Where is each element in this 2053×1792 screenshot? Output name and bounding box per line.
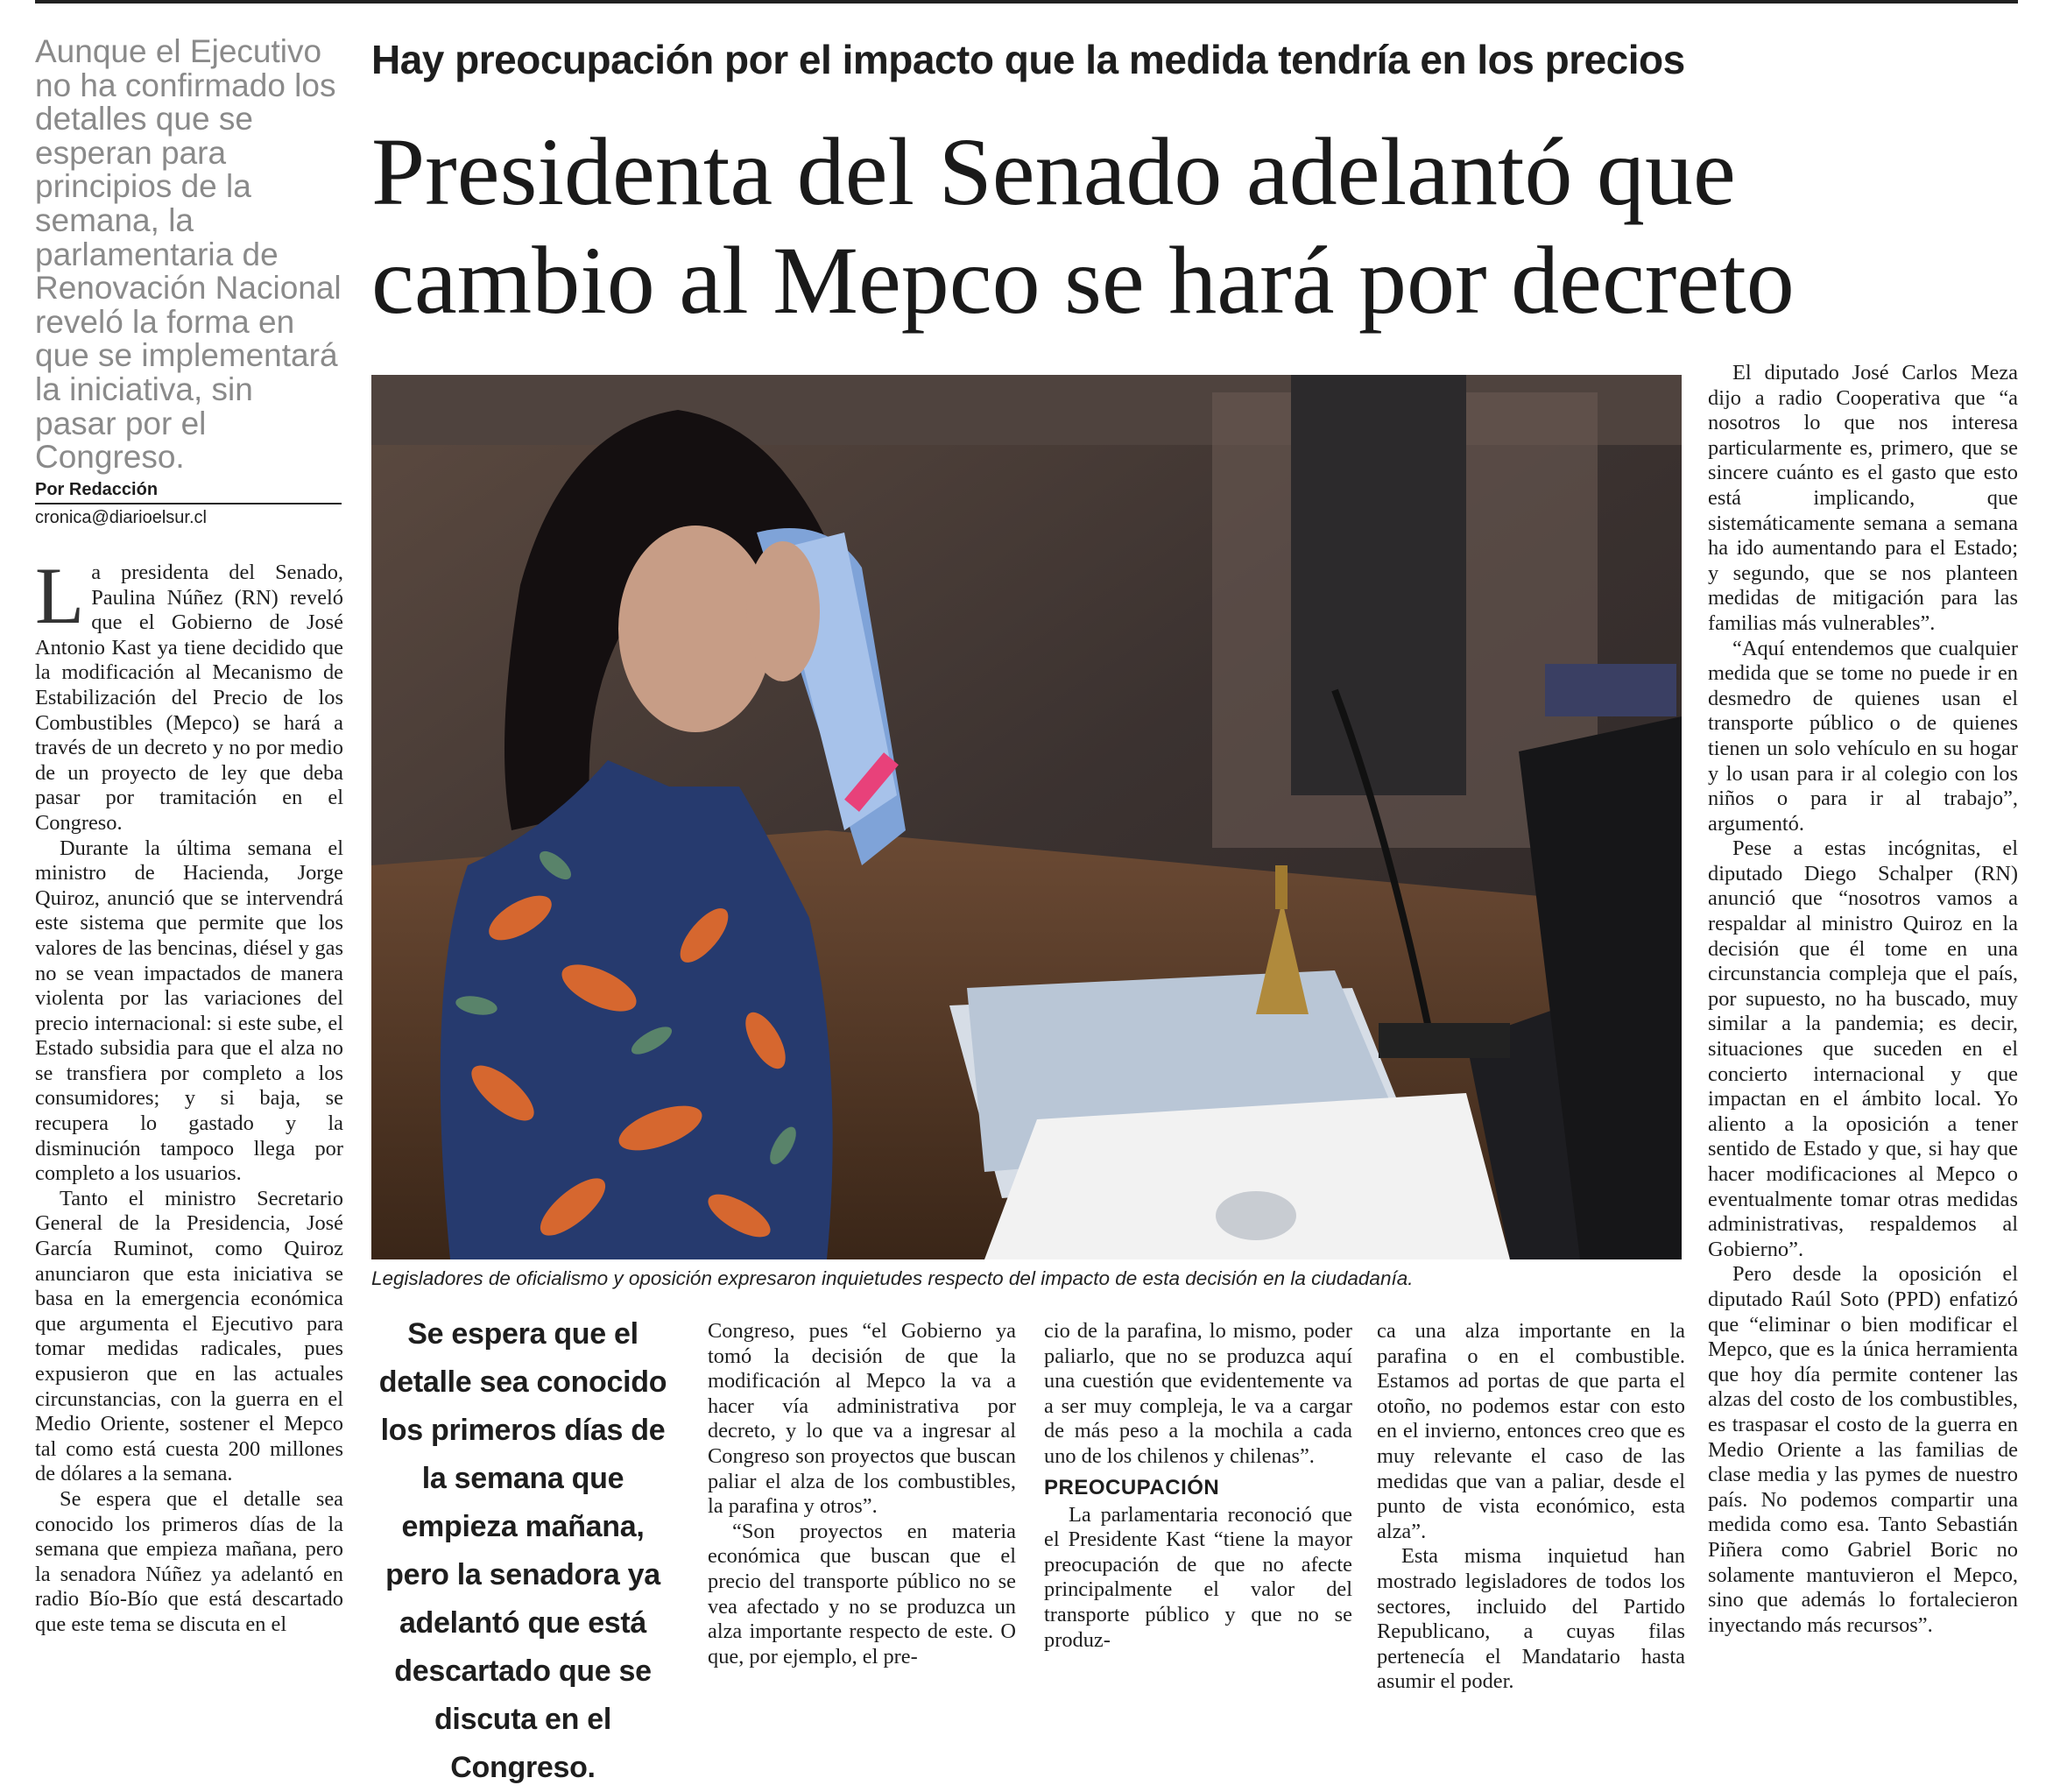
paragraph: Tanto el ministro Secretario General de la Presidencia, José García Ruminot, como Quiroz anunciaron que esta iniciativa se basa en la emergencia económica que argumenta el Ejecutivo para tomar medidas radicales, pues expusieron que en las actuales circunstancias, con la guerra en el Medio Oriente, sostener el Mepco tal como está cuesta 200 millones de dólares a la semana. (35, 1186, 343, 1486)
byline (35, 480, 342, 528)
drop-cap: L (35, 551, 85, 640)
article-column-6 (1708, 361, 2018, 1638)
byline-email: cronica@diarioelsur.cl (35, 508, 207, 527)
headline: Presidenta del Senado adelantó que cambio al Mepco se hará por decreto (371, 118, 1795, 334)
paragraph: “Aquí entendemos que cualquier medida que se tome no puede ir en desmedro de quienes usan el transporte público o de quienes tienen un solo vehículo en su hogar y lo usan para ir al colegio con los niños o para ir al trabajo”, argumentó. (1708, 636, 2018, 836)
paragraph: ca una alza importante en la parafina o en el combustible. Estamos ad portas de que parta el otoño, no podemos estar con esto en el invierno, entonces creo que es muy relevante el caso de las medidas que van a paliar, desde el punto de vista económico, esta alza”. (1377, 1319, 1685, 1543)
kicker: Hay preocupación por el impacto que la medida tendría en los precios (371, 37, 1685, 82)
paragraph (35, 551, 343, 836)
article-photo (371, 375, 1682, 1259)
paragraph: Pero desde la oposición el diputado Raúl Soto (PPD) enfatizó que “eliminar o bien modificar el Mepco, que es la única herramienta que hoy día permite contener las alzas del costo de los combustibles, es traspasar el costo de la guerra en Medio Oriente a las familias de clase media y las pymes de nuestro país. No podemos compartir una medida como esa. Tanto Sebastián Piñera como Gabriel Boric no solamente mantuvieron el Mepco, sino que además lo fortalecieron inyectando más recursos”. (1708, 1262, 2018, 1637)
photo-caption: Legisladores de oficialismo y oposición expresaron inquietudes respecto del impacto de esta decisión en la ciudadanía. (371, 1267, 1414, 1289)
pull-quote: Se espera que el detalle sea conocido los primeros días de la semana que empieza mañana, pero la senadora ya adelantó que está descartado que se discuta en el Congreso. (378, 1317, 667, 1784)
paragraph: El diputado José Carlos Meza dijo a radio Cooperativa que “a nosotros lo que nos interesa particularmente es, primero, que se sincere cuánto es el gasto que esto está implicando, que sistemáticamente semana a semana ha ido aumentando para el Estado; y segundo, que se nos planteen medidas de mitigación para las familias más vulnerables”. (1708, 361, 2018, 635)
paragraph: Durante la última semana el ministro de Hacienda, Jorge Quiroz, anunció que se intervendrá este sistema que permite que los valores de las bencinas, diésel y gas no se vean impactados de manera violenta por las variaciones del precio internacional: si este sube, el Estado subsidia para que el alza no se transfiera por completo a los consumidores; y si baja, se recupera lo gastado y la disminución tampoco llega por completo a los usuarios. (35, 836, 343, 1186)
paragraph-text: a presidenta del Senado, Paulina Núñez (RN) reveló que el Gobierno de José Antonio Kast ya tiene decidido que la modificación al Mecanismo de Estabilización del Precio de los Combustibles (Mepco) se hará a través de un decreto y no por medio de un proyecto de ley que deba pasar por tramitación en el Congreso. (35, 561, 343, 835)
paragraph: cio de la parafina, lo mismo, poder paliarlo, que no se produzca aquí una cuestión que evidentemente va a ser muy compleja, le va a cargar de más peso a la mochila a cada uno de los chilenos y chilenas”. (1044, 1319, 1352, 1468)
paragraph: La parlamentaria reconoció que el Presidente Kast “tiene la mayor preocupación de que no afecte principalmente el valor del transporte público y que no se produz- (1044, 1502, 1352, 1652)
article-deck: Aunque el Ejecutivo no ha confirmado los detalles que se esperan para principios de la semana, la parlamentaria de Renovación Nacional reveló la forma en que se implementará la iniciativa, sin pasar por el Congreso. (35, 33, 342, 476)
paragraph: Esta misma inquietud han mostrado legisladores de todos los sectores, incluido del Partido Republicano, a cuyas filas pertenecía el Mandatario hasta asumir el poder. (1377, 1544, 1685, 1694)
article-column-5 (1377, 1319, 1685, 1695)
paragraph: Pese a estas incógnitas, el diputado Diego Schalper (RN) anunció que “nosotros vamos a respaldar al ministro Quiroz en la decisión que él tome en una circunstancia compleja que el país, por supuesto, no ha buscado, muy similar a la pandemia; es decir, situaciones que suceden en el concierto internacional y que impactan en el ámbito local. Yo aliento a la oposición a tener sentido de Estado y que, si hay que hacer modificaciones al Mepco o eventualmente tomar otras medidas administrativas, respaldemos al Gobierno”. (1708, 836, 2018, 1261)
top-rule (35, 0, 2018, 4)
paragraph: Congreso, pues “el Gobierno ya tomó la decisión de que la modificación al Mepco la va a hacer vía administrativa por decreto, y lo que va a ingresar al Congreso son proyectos que buscan paliar el alza de los combustibles, la parafina y otros”. (708, 1319, 1016, 1519)
byline-author: Por Redacción (35, 480, 342, 504)
article-column-4 (1044, 1319, 1352, 1653)
section-subhead: PREOCUPACIÓN (1044, 1475, 1220, 1499)
article-column-1 (35, 551, 343, 1638)
paragraph: Se espera que el detalle sea conocido los primeros días de la semana que empieza mañana, pero la senadora Núñez ya adelantó en radio Bío-Bío que está descartado que este tema se discuta en el (35, 1486, 343, 1636)
paragraph: “Son proyectos en materia económica que buscan que el precio del transporte público no se vea afectado y no se produzca un alza importante respecto de este. O que, por ejemplo, el pre- (708, 1519, 1016, 1669)
article-column-3 (708, 1319, 1016, 1669)
